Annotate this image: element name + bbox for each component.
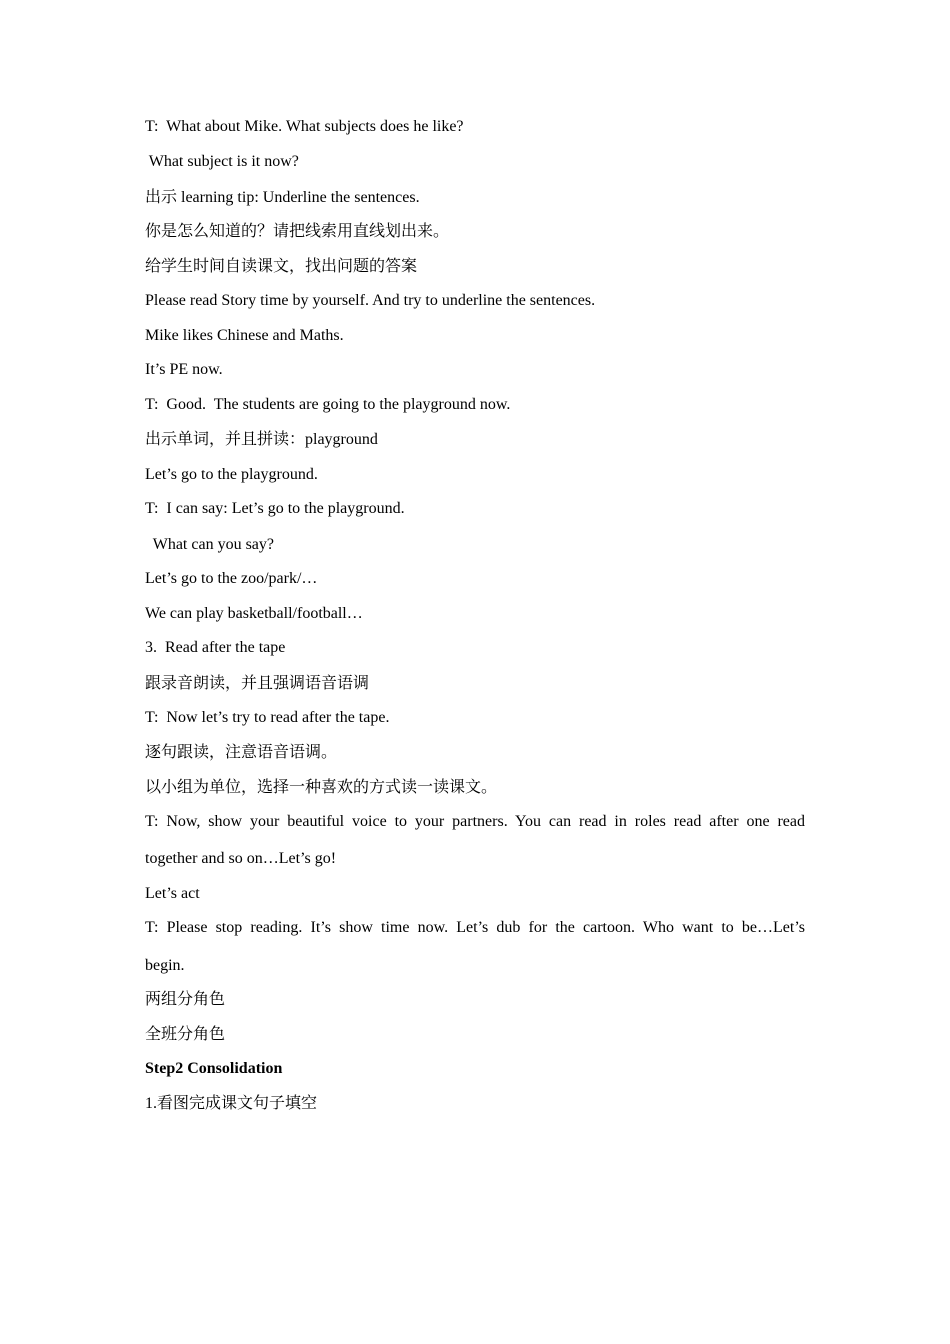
text-line: 以小组为单位，选择一种喜欢的方式读一读课文。 [145,779,498,796]
text-line: Please read Story time by yourself. And try to underline the sentences. [145,292,596,309]
text-line: Let’s act [145,885,200,902]
text-line: 两组分角色 [145,991,226,1008]
text-line: 全班分角色 [145,1026,226,1043]
text-line: 你是怎么知道的？请把线索用直线划出来。 [145,223,450,240]
text-line: Mike likes Chinese and Maths. [145,327,344,344]
text-line: T: I can say: Let’s go to the playground. [145,500,405,517]
text-line: 给学生时间自读课文，找出问题的答案 [145,258,418,275]
text-line: together and so on…Let’s go! [145,850,337,867]
text-line: 1.看图完成课文句子填空 [145,1095,318,1112]
text-line: Let’s go to the zoo/park/… [145,570,318,587]
text-line: T: Please stop reading. It’s show time now. Let’s dub for the cartoon. Who want to be…Let’s [145,919,805,936]
text-line: T: Now, show your beautiful voice to your partners. You can read in roles read after one read [145,813,805,830]
text-line: 跟录音朗读，并且强调语音语调 [145,675,370,692]
text-line: begin. [145,957,185,974]
text-line: It’s PE now. [145,361,223,378]
text-line: Let’s go to the playground. [145,466,318,483]
text-line: We can play basketball/football… [145,605,363,622]
text-line: T: Good. The students are going to the playground now. [145,396,511,413]
text-line: 出示单词，并且拼读：playground [145,431,378,448]
text-line: 3. Read after the tape [145,639,286,656]
text-line: 逐句跟读，注意语音语调。 [145,744,338,761]
text-line: What subject is it now? [145,153,299,170]
text-line: What can you say? [145,536,274,553]
text-line: 出示 learning tip: Underline the sentences. [145,189,420,206]
section-heading: Step2 Consolidation [145,1060,283,1077]
text-line: T: Now let’s try to read after the tape. [145,709,390,726]
text-line: T: What about Mike. What subjects does he like? [145,118,464,135]
